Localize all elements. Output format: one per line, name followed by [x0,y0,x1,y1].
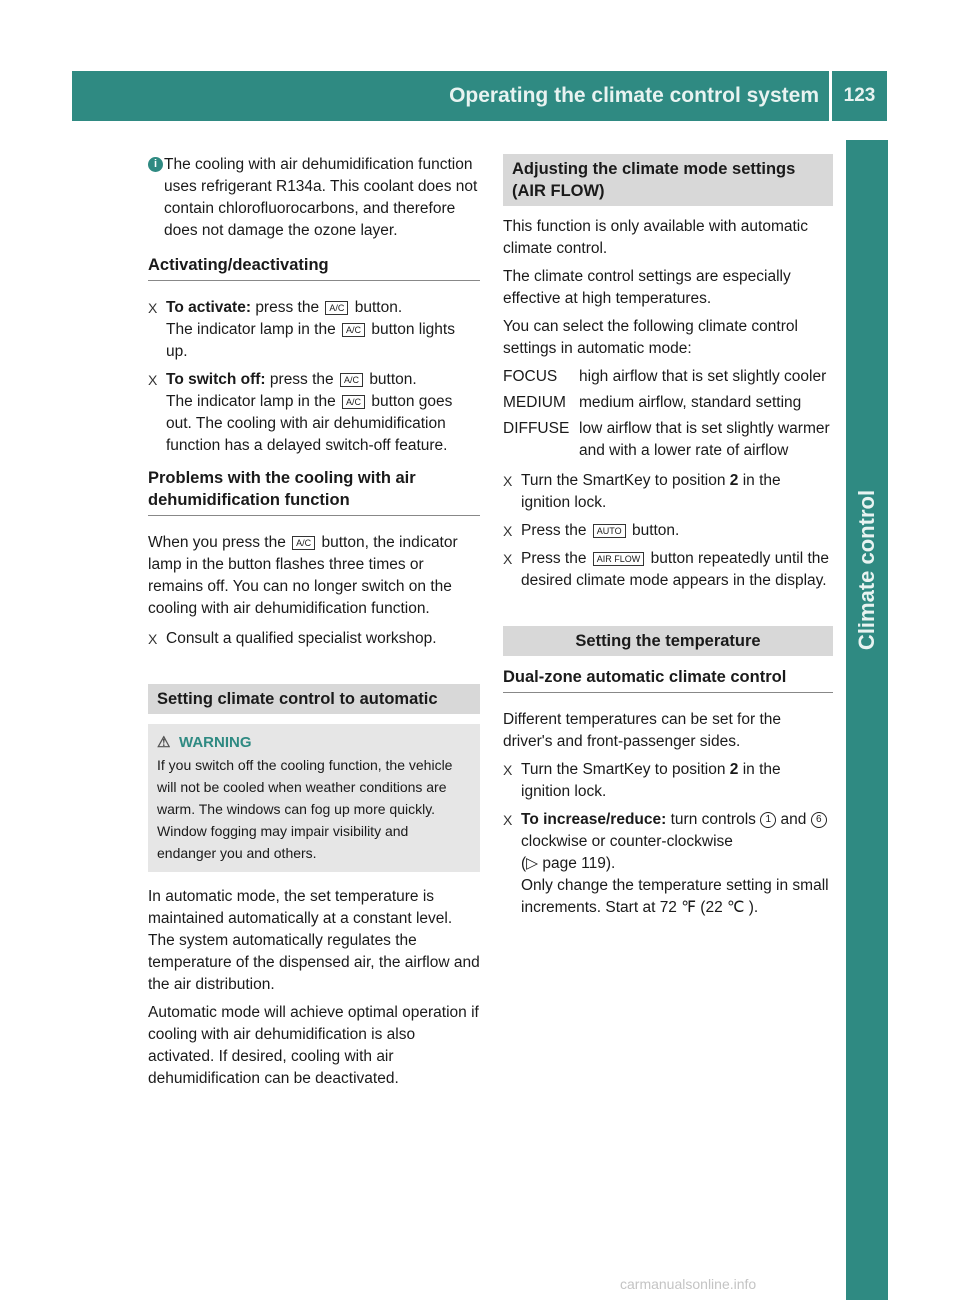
airflow-paragraph-1: This function is only available with automatic climate control. [503,218,808,257]
problems-paragraph: When you press the A/C button, the indicator lamp in the button flashes three times or remains off. You can no longer switch on the cooling with air dehumidification function. [148,534,458,617]
left-column [148,154,480,1096]
step-smartkey: X Turn the SmartKey to position 2 in the ignition lock. [503,472,781,511]
airflow-paragraph-3: You can select the following climate control settings in automatic mode: [503,318,798,357]
airflow-heading: Adjusting the climate mode settings (AIR FLOW) [503,154,833,206]
step-activate: X To activate: press the A/C button. The indicator lamp in the A/C button lights up. [148,299,455,360]
footer-watermark: carmanualsonline.info [620,1276,757,1292]
mode-row: MEDIUM medium airflow, standard setting [503,394,802,411]
activating-heading: Activating/deactivating [148,254,480,281]
side-tab-label: Climate control [854,489,879,651]
auto-paragraph-1: In automatic mode, the set temperature is maintained automatically at a constant level. The system automatically regulates the temperature of the dispensed air, the airflow and the air distribution. [148,888,480,993]
ac-button-icon: A/C [292,536,315,550]
temp-heading: Setting the temperature [503,626,833,656]
step-auto: X Press the AUTO button. [503,520,833,542]
dual-zone-paragraph: Different temperatures can be set for the driver's and front-passenger sides. [503,711,782,750]
auto-heading: Setting climate control to automatic [148,684,480,714]
warning-title: ⚠ WARNING [157,732,471,754]
step-arrow-icon: X [503,473,513,489]
step-increase-reduce: X To increase/reduce: turn controls 1 and 6 clockwise or counter-clockwise (▷ page 119). Only change the temperature setting in small increments. Start at 72 ℉ (22 ℃ ). [503,811,829,916]
ac-button-icon: A/C [340,373,363,387]
warning-box [148,724,480,872]
page-title: Operating the climate control system [449,84,819,107]
airflow-button-icon: AIR FLOW [593,552,645,566]
info-icon: i [148,157,163,172]
page-number: 123 [843,85,876,106]
side-tab [846,140,888,1300]
warning-text: If you switch off the cooling function, the vehicle will not be cooled when weather conditions are warm. The windows can fog up more quickly. Window fogging may impair visibility and endanger you and others. [157,757,453,861]
info-note: i The cooling with air dehumidification function uses refrigerant R134a. This coolant does not contain chlorofluorocarbons, and therefore does not damage the ozone layer. [148,154,480,242]
auto-button-icon: AUTO [593,524,626,538]
right-column [503,154,833,925]
step-airflow: X Press the AIR FLOW button repeatedly until the desired climate mode appears in the display. [503,550,830,589]
step-arrow-icon: X [148,300,158,316]
warning-icon: ⚠ [157,734,171,751]
ac-button-icon: A/C [325,301,348,315]
step-arrow-icon: X [503,762,513,778]
airflow-paragraph-2: The climate control settings are especially effective at high temperatures. [503,268,791,307]
auto-paragraph-2: Automatic mode will achieve optimal operation if cooling with air dehumidification is also activated. If desired, cooling with air dehumidification can be deactivated. [148,1004,479,1087]
mode-row: FOCUS high airflow that is set slightly cooler [503,368,827,385]
mode-row: DIFFUSE low airflow that is set slightly warmer and with a lower rate of airflow [503,420,830,459]
step-smartkey-2: X Turn the SmartKey to position 2 in the ignition lock. [503,761,781,800]
ac-button-icon: A/C [342,395,365,409]
control-1-icon: 1 [760,812,776,828]
dual-zone-heading: Dual-zone automatic climate control [503,666,833,693]
step-arrow-icon: X [148,372,158,388]
step-switch-off: X To switch off: press the A/C button. The indicator lamp in the A/C button goes out. The cooling with air dehumidification function has a delayed switch-off feature. [148,371,453,454]
mode-table [503,366,833,462]
step-arrow-icon: X [503,523,513,539]
step-arrow-icon: X [148,631,158,647]
control-6-icon: 6 [811,812,827,828]
ac-button-icon: A/C [342,323,365,337]
step-arrow-icon: X [503,812,513,828]
step-consult: X Consult a qualified specialist workshop. [148,628,480,650]
problems-heading: Problems with the cooling with air dehumidification function [148,467,480,516]
step-arrow-icon: X [503,551,513,567]
